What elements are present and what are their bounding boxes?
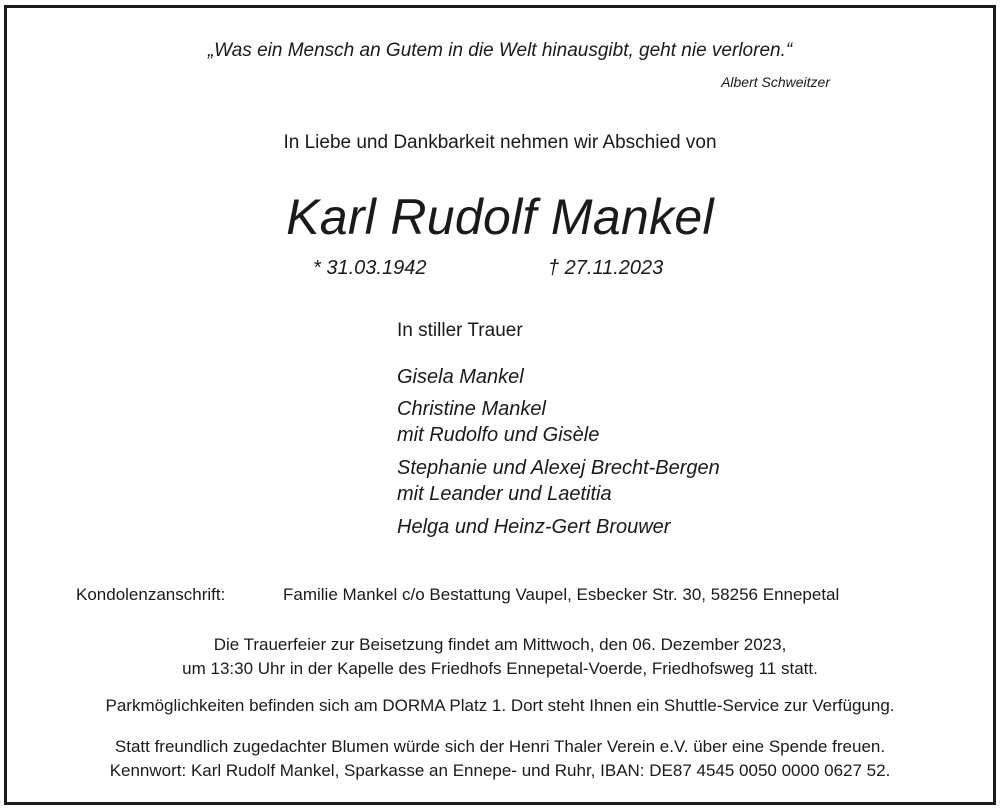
ceremony-line-1: Die Trauerfeier zur Beisetzung findet am Mittwoch, den 06. Dezember 2023, — [213, 635, 787, 654]
birth-date: * 31.03.1942 — [313, 257, 427, 279]
deceased-name: Karl Rudolf Mankel — [286, 189, 714, 245]
intro-line: In Liebe und Dankbarkeit nehmen wir Abschied von — [283, 132, 717, 153]
mourner-line: mit Leander und Laetitia — [397, 483, 612, 505]
donation-line-2: Kennwort: Karl Rudolf Mankel, Sparkasse an Ennepe- und Ruhr, IBAN: DE87 4545 0050 0000 0627 52. — [109, 761, 891, 780]
mourner-line: Christine Mankel — [397, 398, 546, 420]
death-date: † 27.11.2023 — [548, 257, 664, 279]
mourner-line: Gisela Mankel — [397, 366, 524, 388]
quote-author: Albert Schweitzer — [721, 74, 830, 90]
mourner-line: Helga und Heinz-Gert Brouwer — [397, 516, 671, 538]
quote-text: „Was ein Mensch an Gutem in die Welt hinausgibt, geht nie verloren.“ — [207, 40, 793, 61]
condolence-address: Familie Mankel c/o Bestattung Vaupel, Esbecker Str. 30, 58256 Ennepetal — [283, 585, 840, 604]
condolence-label: Kondolenzanschrift: — [76, 585, 226, 604]
parking-info: Parkmöglichkeiten befinden sich am DORMA Platz 1. Dort steht Ihnen ein Shuttle-Service zur Verfügung. — [105, 696, 895, 715]
mourning-label: In stiller Trauer — [397, 320, 523, 341]
donation-line-1: Statt freundlich zugedachter Blumen würde sich der Henri Thaler Verein e.V. über eine Spende freuen. — [114, 737, 886, 756]
mourner-line: mit Rudolfo und Gisèle — [397, 424, 600, 446]
mourner-line: Stephanie und Alexej Brecht-Bergen — [397, 457, 720, 479]
ceremony-line-2: um 13:30 Uhr in der Kapelle des Friedhofs Ennepetal-Voerde, Friedhofsweg 11 statt. — [182, 659, 818, 678]
